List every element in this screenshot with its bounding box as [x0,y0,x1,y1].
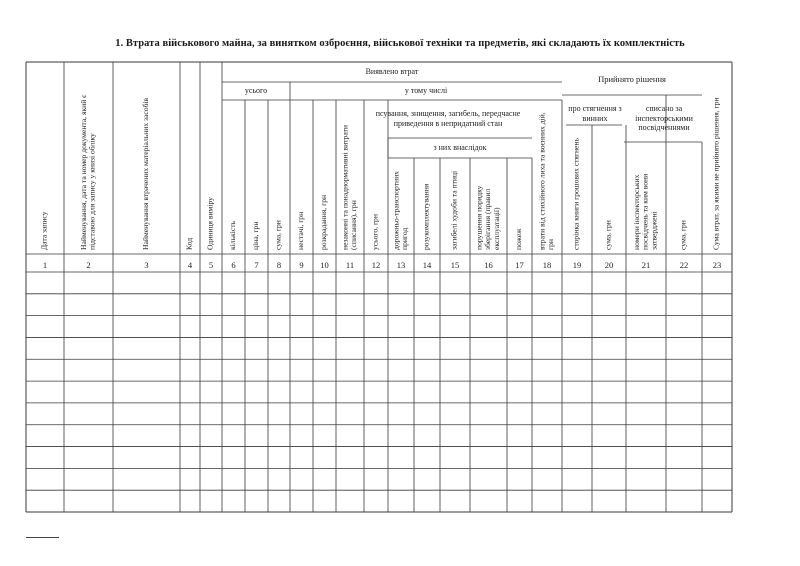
column-label-1: Дата запису [39,211,49,250]
column-label-9: нестачі, грн [296,211,306,250]
column-label-22: сума, грн [678,220,688,250]
column-number-20: 20 [604,260,614,270]
column-label-18: втрати від стихійного лиха та воєнних дій, грн [537,112,555,250]
header-psuvannia: псування, знищення, загибель, передчасне приведення в непридатний стан [375,109,521,128]
column-number-15: 15 [450,260,460,270]
column-number-2: 2 [86,260,91,270]
column-label-6: кількість [228,220,238,250]
column-label-7: ціна, грн [251,221,261,250]
column-number-7: 7 [254,260,259,270]
column-number-4: 4 [187,260,193,270]
column-number-13: 13 [396,260,406,270]
column-label-21: номери інспекторських посвідчень та ким вони затверджені [632,173,659,250]
column-number-16: 16 [484,260,493,270]
column-label-11: незаконні та понаднормативні витрати (списання), грн [340,125,358,250]
column-label-13: дорожньо-транспортних пригод [391,171,409,250]
column-number-11: 11 [345,260,355,270]
column-number-5: 5 [208,260,214,270]
column-number-19: 19 [572,260,582,270]
column-label-23: Сума втрат, за якими не прийнято рішення, грн [711,97,721,250]
column-label-14: розукомплектування [421,183,431,250]
header-u-tomu-chysli: у тому числі [404,86,448,95]
footnote-line [26,537,59,538]
column-number-8: 8 [276,260,282,270]
column-number-22: 22 [679,260,689,270]
column-number-23: 23 [712,260,722,270]
column-label-16: порушення порядку зберігання (правил експлуатації) [474,185,501,250]
column-number-18: 18 [542,260,552,270]
header-usogo: усього [244,86,268,95]
header-pro-stiahnennia: про стягнення з винних [568,104,622,123]
column-label-17: пожеж [514,228,524,250]
column-number-12: 12 [371,260,381,270]
column-label-12: усього, грн [370,214,380,250]
column-label-20: сума, грн [603,220,613,250]
header-prynyato: Прийнято рішення [598,74,666,84]
column-number-6: 6 [231,260,236,270]
column-label-15: загибелі худоби та птиці [449,170,459,250]
column-label-2: Найменування, дата та номер документа, який є підставою для запису у книзі обліку [78,94,97,250]
column-label-3: Найменування втрачених матеріальних засобів [141,97,151,250]
column-number-21: 21 [641,260,651,270]
column-number-17: 17 [515,260,524,270]
column-label-10: розкрадання, грн [319,194,329,250]
column-number-10: 10 [320,260,329,270]
column-number-14: 14 [422,260,432,270]
header-vyiavleno: Виявлено втрат [365,67,419,76]
header-z-nykh: з них внаслідок [433,143,487,152]
column-label-5: Одиниця виміру [205,197,215,250]
column-number-3: 3 [144,260,149,270]
column-number-9: 9 [299,260,304,270]
column-number-1: 1 [42,260,48,270]
page-title: 1. Втрата військового майна, за винятком озброєння, військової техніки та предметів, які складають їх комплектність [115,38,685,49]
column-label-4: Код [184,237,194,250]
column-label-8: сума, грн [273,220,283,250]
column-label-19: сторінка книги грошових стягнень [571,138,581,250]
header-spysano: списано за інспекторськими посвідченнями [635,104,693,132]
